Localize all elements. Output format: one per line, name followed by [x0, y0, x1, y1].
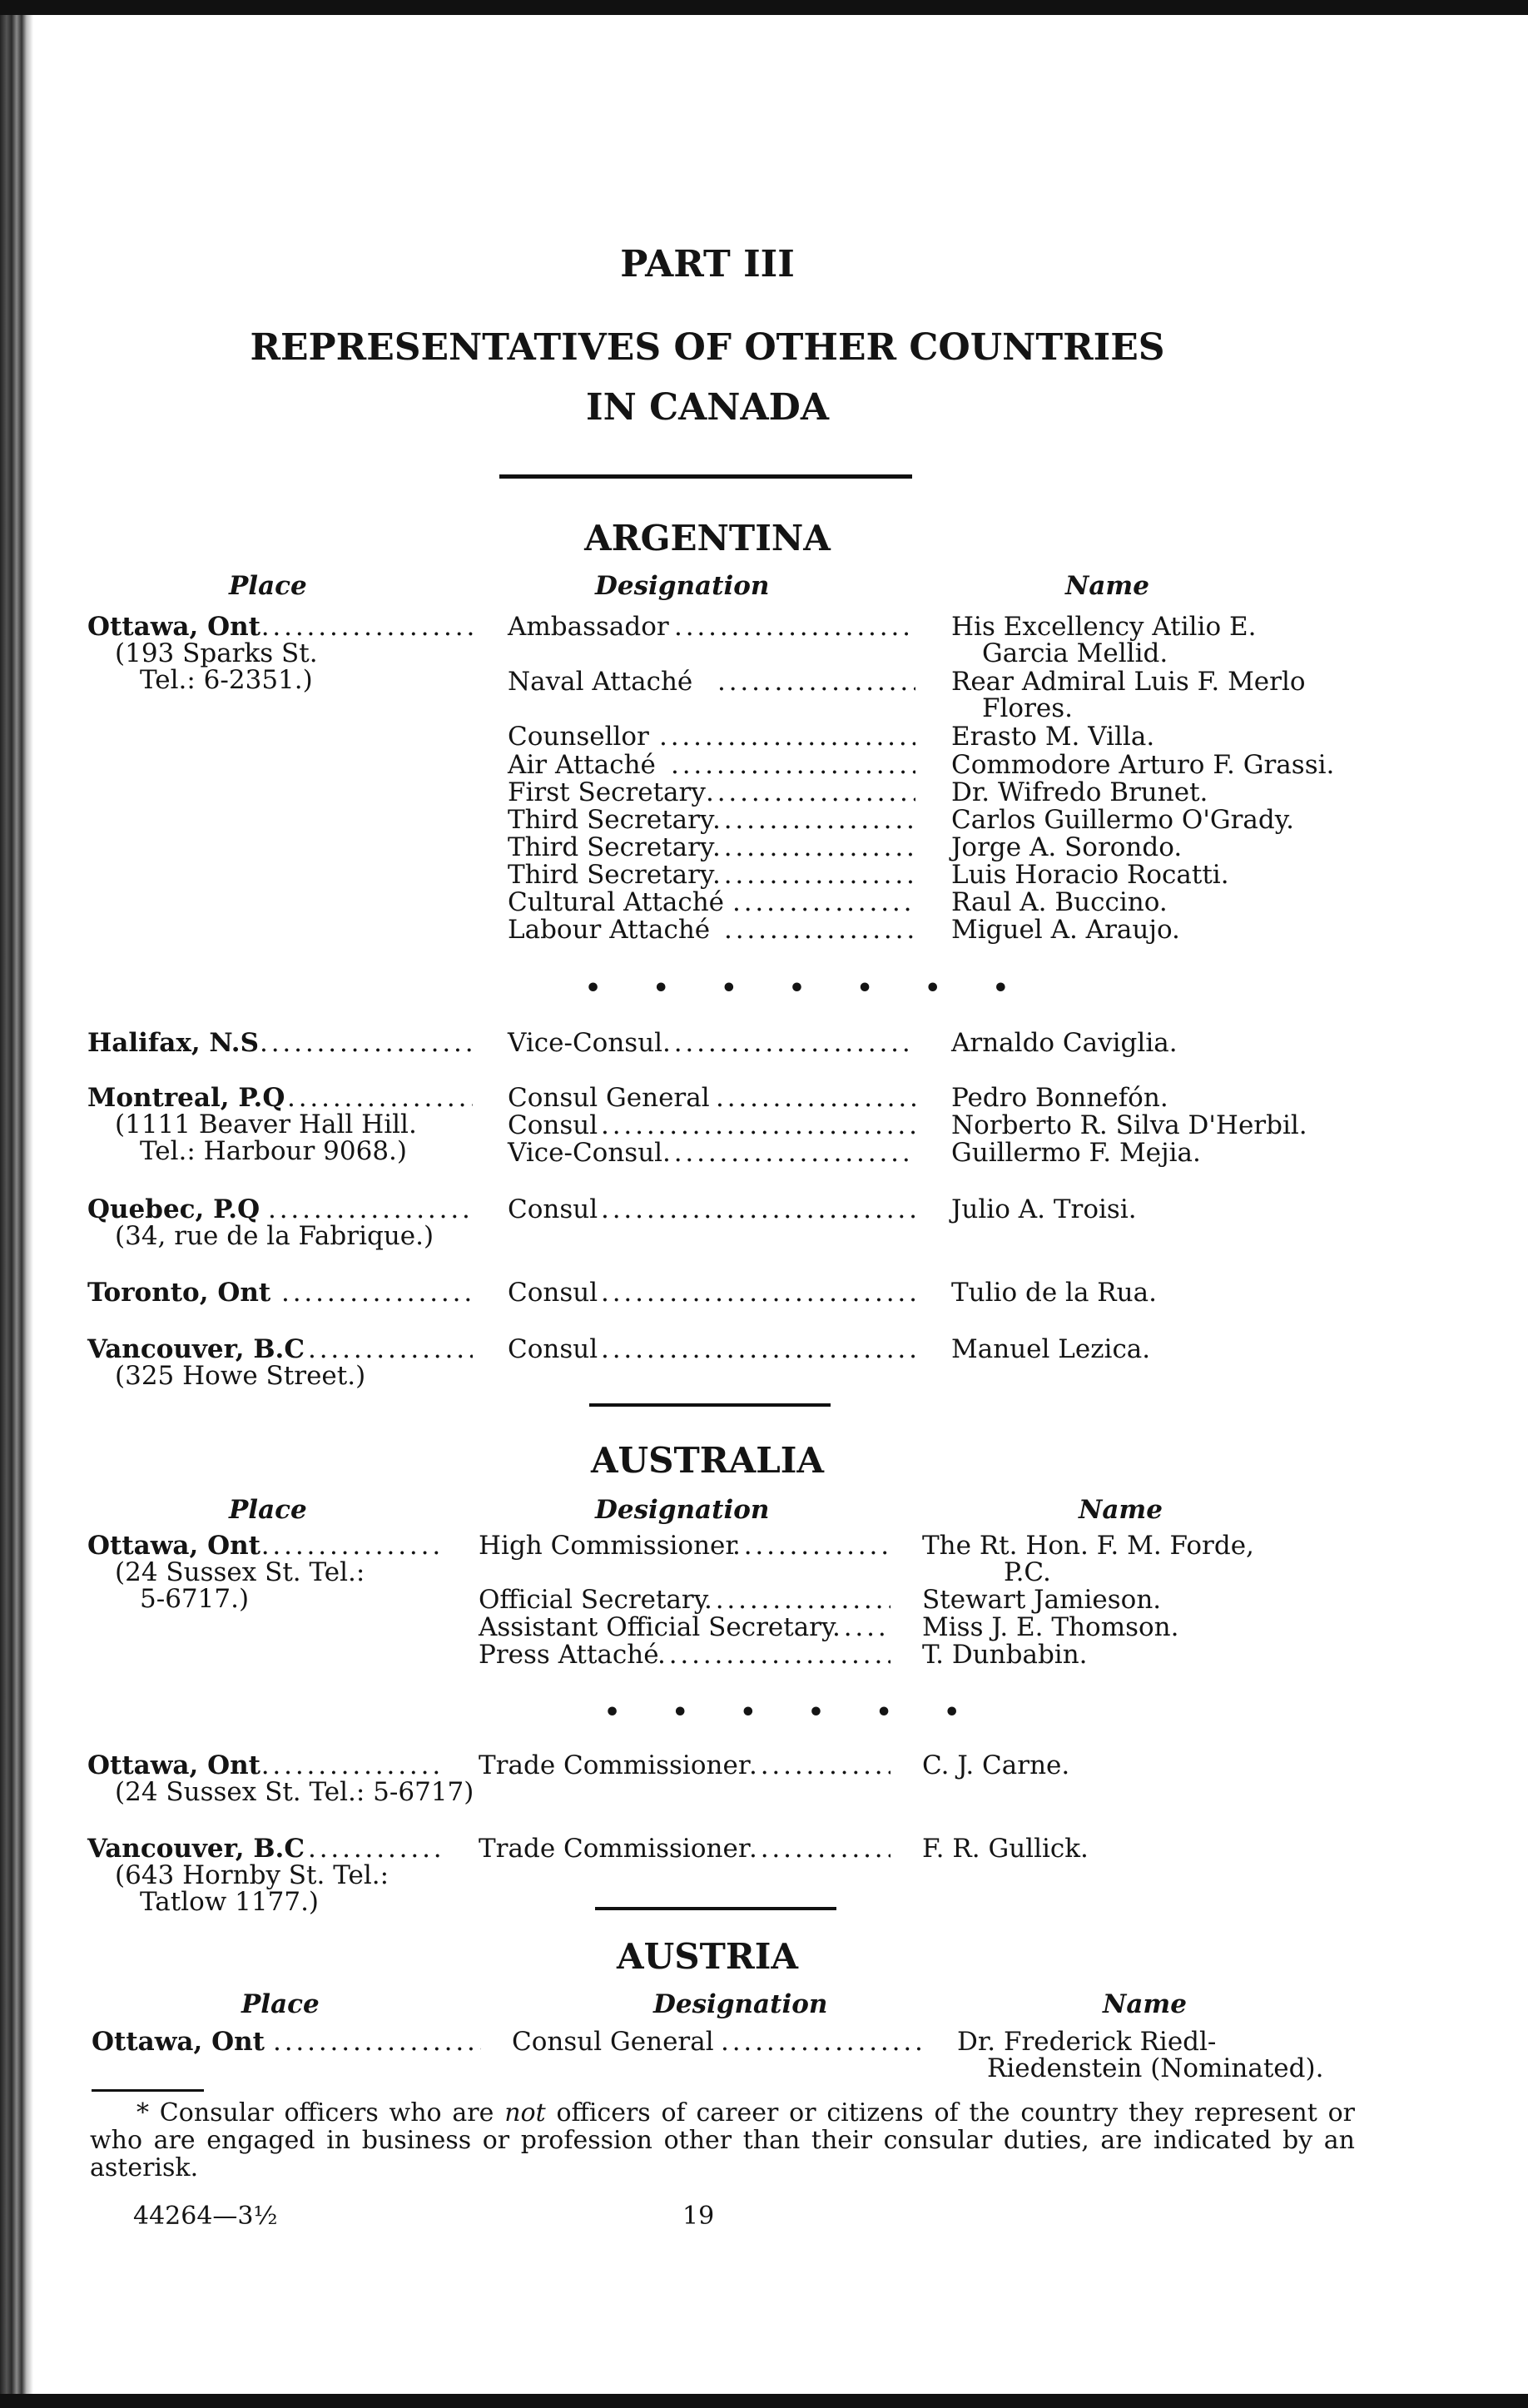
official-name: Norberto R. Silva D'Herbil.: [951, 1110, 1307, 1140]
designation: Labour Attaché: [508, 915, 711, 945]
column-head-name: Name: [1103, 1989, 1187, 2019]
page-number: 19: [682, 2202, 715, 2231]
leader-dots: [721, 2028, 920, 2056]
designation: Official Secretary: [479, 1585, 709, 1615]
place-address: Tatlow 1177.): [140, 1887, 320, 1917]
leader-dots: [712, 806, 915, 834]
official-name-continued: P.C.: [1004, 1557, 1051, 1587]
scan-binding-edge: [0, 15, 33, 2408]
official-name: Manuel Lezica.: [951, 1334, 1151, 1364]
designation: Assistant Official Secretary: [479, 1612, 836, 1642]
designation: Consul: [508, 1278, 598, 1308]
official-name: Stewart Jamieson.: [922, 1585, 1162, 1615]
leader-dots: [732, 888, 915, 916]
designation: High Commissioner: [479, 1531, 738, 1561]
designation: Consul: [508, 1334, 598, 1364]
official-name-continued: Flores.: [982, 693, 1074, 723]
leader-dots: [659, 722, 915, 751]
column-head-name: Name: [1065, 571, 1149, 601]
designation: Consul General: [512, 2027, 714, 2057]
place-address: Tel.: 6-2351.): [140, 665, 313, 695]
column-head-designation: Designation: [595, 571, 770, 601]
leader-dots: [601, 1111, 915, 1139]
main-title-line-1: REPRESENTATIVES OF OTHER COUNTRIES: [250, 326, 1165, 369]
place-address: (193 Sparks St.: [115, 638, 318, 668]
official-name: Commodore Arturo F. Grassi.: [951, 750, 1335, 780]
designation: Consul General: [508, 1083, 710, 1113]
leader-dots: [706, 778, 915, 807]
official-name: Tulio de la Rua.: [951, 1278, 1157, 1308]
designation: Vice-Consul: [508, 1028, 663, 1058]
place-address: Tel.: Harbour 9068.): [140, 1136, 408, 1166]
designation: Press Attaché: [479, 1640, 659, 1670]
place-address: (1111 Beaver Hall Hill.: [115, 1110, 417, 1139]
official-name: Jorge A. Sorondo.: [951, 832, 1183, 862]
country-heading-australia: AUSTRALIA: [590, 1440, 825, 1481]
leader-dots: [717, 668, 915, 696]
designation: Air Attaché: [508, 750, 656, 780]
leader-dots: [268, 1195, 473, 1224]
designation: Consul: [508, 1194, 598, 1224]
column-head-designation: Designation: [653, 1989, 828, 2019]
place-address: (24 Sussex St. Tel.:: [115, 1557, 365, 1587]
designation: Trade Commissioner: [479, 1834, 751, 1864]
place-address: (325 Howe Street.): [115, 1361, 366, 1391]
place-ottawa: Ottawa, Ont: [87, 1750, 260, 1780]
leader-dots: [250, 1532, 444, 1560]
leader-dots: [674, 613, 915, 641]
official-name: His Excellency Atilio E.: [951, 612, 1257, 642]
section-rule: [589, 1403, 831, 1407]
designation: Ambassador: [508, 612, 669, 642]
place-vancouver: Vancouver, B.C: [87, 1834, 305, 1864]
official-name-continued: Riedenstein (Nominated).: [987, 2053, 1324, 2083]
official-name: Miss J. E. Thomson.: [922, 1612, 1179, 1642]
leader-dots: [704, 1586, 891, 1614]
leader-dots: [671, 751, 915, 779]
footnote: [90, 2099, 1355, 2182]
leader-dots: [281, 1278, 473, 1307]
leader-dots: [724, 916, 915, 944]
part-title: PART III: [620, 243, 795, 285]
column-head-place: Place: [229, 1495, 307, 1525]
place-toronto: Toronto, Ont: [87, 1278, 271, 1308]
place-address: (24 Sussex St. Tel.: 5-6717): [115, 1777, 474, 1807]
official-name: Julio A. Troisi.: [951, 1194, 1137, 1224]
official-name: Arnaldo Caviglia.: [951, 1028, 1178, 1058]
column-head-name: Name: [1079, 1495, 1163, 1525]
designation: Consul: [508, 1110, 598, 1140]
place-halifax: Halifax, N.S: [87, 1028, 259, 1058]
place-ottawa: Ottawa, Ont: [92, 2027, 265, 2057]
designation: Third Secretary: [508, 832, 715, 862]
designation: Trade Commissioner: [479, 1750, 751, 1780]
official-name: T. Dunbabin.: [922, 1640, 1088, 1670]
footnote-text: officers of career or citizens of the country they represent or who are engaged in business or profession other than their consular duties, are indicated by an asterisk.: [90, 2098, 1356, 2182]
leader-dots: [250, 1751, 444, 1780]
leader-dots: [273, 2028, 481, 2056]
leader-dots: [716, 1084, 915, 1112]
leader-dots: [732, 1532, 891, 1560]
leader-dots: [662, 1139, 915, 1167]
designation: First Secretary: [508, 777, 706, 807]
footnote-text: * Consular officers who are: [136, 2098, 505, 2127]
designation: Cultural Attaché: [508, 887, 725, 917]
leader-dots: [601, 1278, 915, 1307]
leader-dots: [601, 1195, 915, 1224]
leader-dots: [749, 1751, 891, 1780]
official-name: Dr. Wifredo Brunet.: [951, 777, 1208, 807]
leader-dots: [250, 613, 473, 641]
leader-dots: [308, 1335, 473, 1363]
leader-dots: [662, 1029, 915, 1057]
place-address: 5-6717.): [140, 1584, 250, 1614]
section-separator: • • • • • • •: [585, 974, 1030, 1003]
official-name: Guillermo F. Mejia.: [951, 1138, 1201, 1168]
official-name: Rear Admiral Luis F. Merlo: [951, 667, 1306, 697]
leader-dots: [308, 1835, 444, 1863]
official-name: Dr. Frederick Riedl-: [957, 2027, 1217, 2057]
place-address: (643 Hornby St. Tel.:: [115, 1860, 389, 1890]
place-quebec: Quebec, P.Q: [87, 1194, 260, 1224]
print-code: 44264—3½: [133, 2202, 278, 2231]
designation: Counsellor: [508, 722, 649, 752]
leader-dots: [832, 1613, 891, 1641]
country-heading-austria: AUSTRIA: [617, 1936, 798, 1977]
title-rule: [499, 474, 912, 479]
leader-dots: [260, 1029, 473, 1057]
column-head-place: Place: [229, 571, 307, 601]
scan-top-border: [0, 0, 1528, 15]
column-head-place: Place: [241, 1989, 320, 2019]
leader-dots: [287, 1084, 473, 1112]
place-ottawa: Ottawa, Ont: [87, 1531, 260, 1561]
official-name: The Rt. Hon. F. M. Forde,: [922, 1531, 1254, 1561]
official-name: Luis Horacio Rocatti.: [951, 860, 1229, 890]
country-heading-argentina: ARGENTINA: [584, 518, 831, 559]
official-name-continued: Garcia Mellid.: [982, 638, 1168, 668]
official-name: Erasto M. Villa.: [951, 722, 1155, 752]
official-name: Raul A. Buccino.: [951, 887, 1168, 917]
footnote-emphasis: not: [504, 2098, 546, 2127]
official-name: Pedro Bonnefón.: [951, 1083, 1168, 1113]
section-separator: • • • • • •: [604, 1698, 982, 1727]
leader-dots: [712, 861, 915, 889]
scan-bottom-border: [0, 2394, 1528, 2408]
designation: Naval Attaché: [508, 667, 693, 697]
leader-dots: [749, 1835, 891, 1863]
section-rule: [595, 1907, 836, 1910]
column-head-designation: Designation: [595, 1495, 770, 1525]
official-name: Carlos Guillermo O'Grady.: [951, 805, 1295, 835]
designation: Third Secretary: [508, 860, 715, 890]
official-name: F. R. Gullick.: [922, 1834, 1089, 1864]
official-name: C. J. Carne.: [922, 1750, 1070, 1780]
designation: Vice-Consul: [508, 1138, 663, 1168]
place-address: (34, rue de la Fabrique.): [115, 1221, 434, 1251]
footnote-rule: [92, 2089, 204, 2092]
main-title-line-2: IN CANADA: [586, 386, 829, 429]
place-vancouver: Vancouver, B.C: [87, 1334, 305, 1364]
place-ottawa: Ottawa, Ont: [87, 612, 260, 642]
leader-dots: [712, 833, 915, 861]
leader-dots: [657, 1641, 891, 1669]
place-montreal: Montreal, P.Q: [87, 1083, 285, 1113]
official-name: Miguel A. Araujo.: [951, 915, 1180, 945]
leader-dots: [601, 1335, 915, 1363]
designation: Third Secretary: [508, 805, 715, 835]
